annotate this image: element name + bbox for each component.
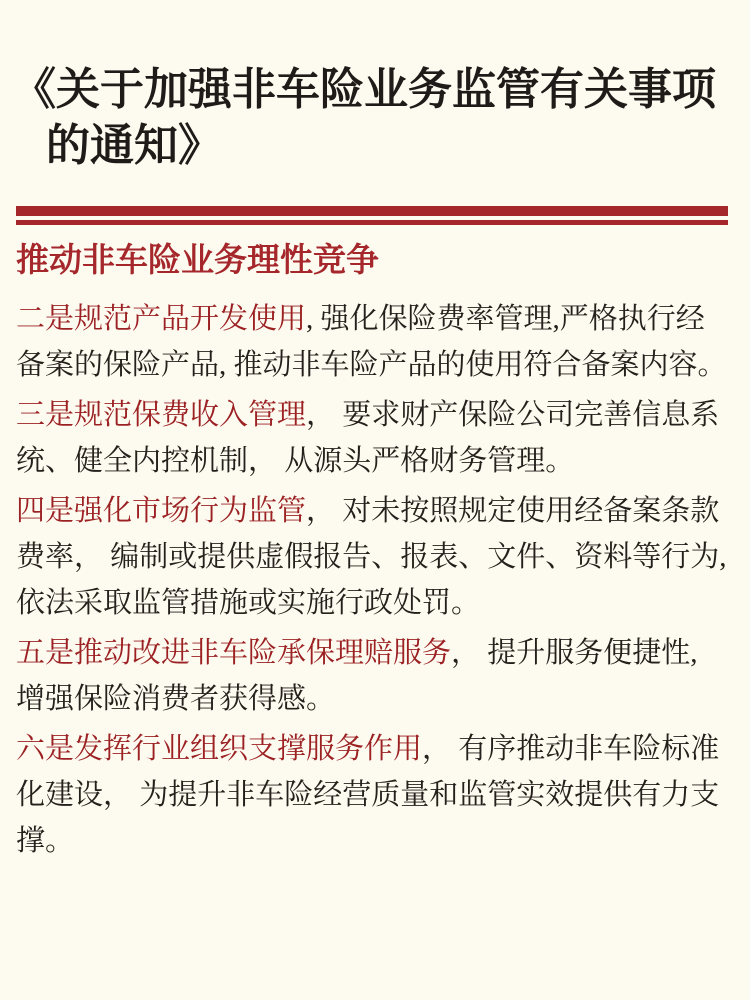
- lead-in-red-text: 五是推动改进非车险承保理赔服务: [16, 637, 452, 669]
- text-line: [16, 296, 738, 342]
- title-line-1: 《关于加强非车险业务监管有关事项: [12, 65, 716, 114]
- lead-in-red-text: 三是规范保费收入管理: [16, 399, 307, 431]
- text-line: [16, 488, 738, 534]
- body-text: 撑。: [16, 825, 75, 857]
- text-line: [16, 534, 738, 580]
- text-line: [16, 392, 738, 438]
- body-text: ， 提升服务便捷性,: [451, 637, 698, 669]
- body-text: ， 要求财产保险公司完善信息系: [306, 399, 720, 431]
- text-line: [16, 818, 738, 864]
- body-text: 统、健全内控机制， 从源头严格财务管理。: [16, 445, 575, 477]
- double-rule-separator: [16, 206, 728, 225]
- separator-thin-line: [16, 220, 728, 225]
- lead-in-red-text: 六是发挥行业组织支撑服务作用: [16, 733, 423, 765]
- lead-in-red-text: 二是规范产品开发使用: [16, 303, 307, 335]
- text-line: [16, 438, 738, 484]
- text-line: [16, 676, 738, 722]
- body-paragraphs: [16, 296, 738, 868]
- text-line: [16, 772, 738, 818]
- body-text: ， 有序推动非车险标准: [422, 733, 720, 765]
- body-text: 备案的保险产品, 推动非车险产品的使用符合备案内容。: [16, 349, 727, 381]
- paragraph: [16, 488, 738, 626]
- body-text: 增强保险消费者获得感。: [16, 683, 336, 715]
- page-title: [12, 62, 742, 174]
- text-line: [16, 342, 738, 388]
- title-line-2: 的通知》: [46, 121, 222, 170]
- body-text: , 强化保险费率管理,严格执行经: [306, 303, 705, 335]
- body-text: 费率， 编制或提供虚假报告、报表、文件、资料等行为,: [16, 541, 727, 573]
- paragraph: [16, 630, 738, 722]
- text-line: [16, 630, 738, 676]
- section-heading: 推动非车险业务理性竞争: [16, 243, 379, 279]
- body-text: 化建设， 为提升非车险经营质量和监管实效提供有力支: [16, 779, 720, 811]
- paragraph: [16, 296, 738, 388]
- text-line: [16, 580, 738, 626]
- body-text: ， 对未按照规定使用经备案条款: [306, 495, 720, 527]
- paragraph: [16, 392, 738, 484]
- body-text: 依法采取监管措施或实施行政处罚。: [16, 587, 481, 619]
- lead-in-red-text: 四是强化市场行为监管: [16, 495, 307, 527]
- paragraph: [16, 726, 738, 864]
- separator-thick-line: [16, 206, 728, 216]
- text-line: [16, 726, 738, 772]
